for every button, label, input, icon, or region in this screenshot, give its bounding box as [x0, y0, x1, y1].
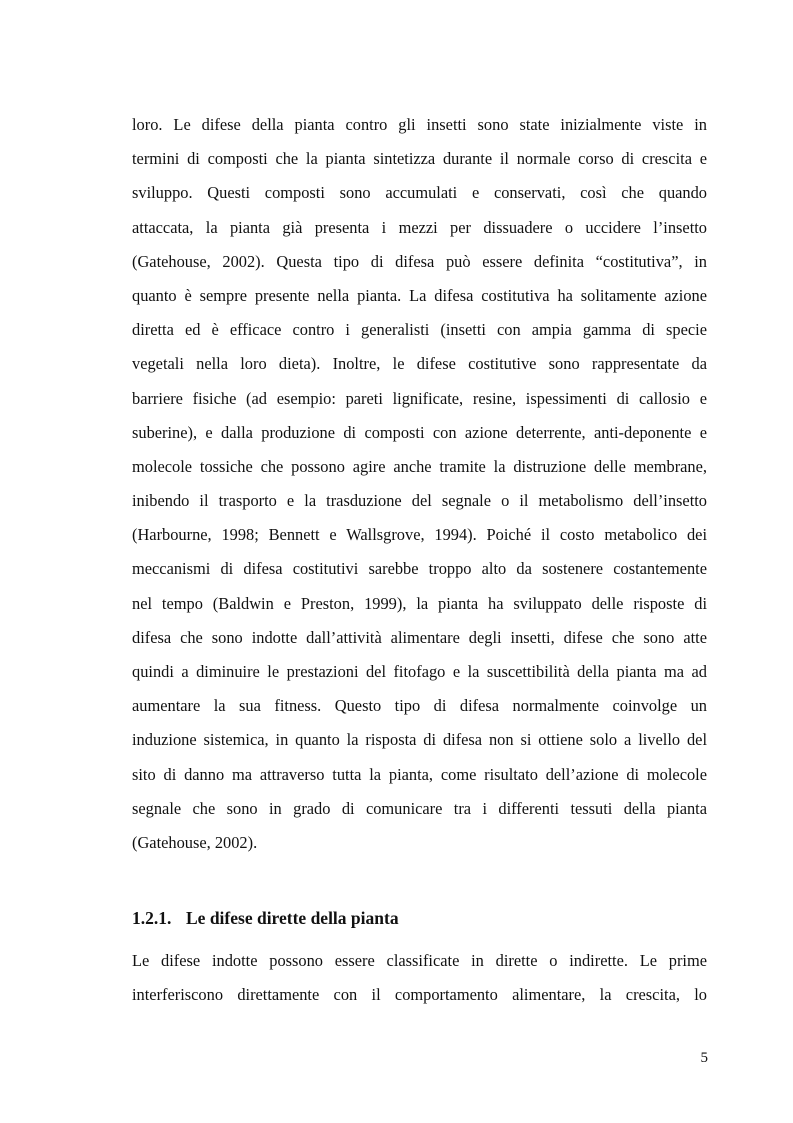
section-title: Le difese dirette della pianta [186, 908, 399, 928]
text-line: meccanismi di difesa costitutivi sarebbe troppo alto da sostenere costantemente [132, 559, 707, 579]
text-line: loro. Le difese della pianta contro gli insetti sono state inizialmente viste in [132, 115, 707, 134]
text-line: inibendo il trasporto e la trasduzione del segnale o il metabolismo dell’insetto [132, 491, 707, 511]
text-line: (Harbourne, 1998; Bennett e Wallsgrove, 1994). Poiché il costo metabolico dei [132, 525, 707, 545]
text-line: termini di composti che la pianta sintetizza durante il normale corso di crescita e [132, 149, 707, 169]
text-line: vegetali nella loro dieta). Inoltre, le difese costitutive sono rappresentate da [132, 354, 707, 374]
text-line: segnale che sono in grado di comunicare tra i differenti tessuti della pianta [132, 798, 707, 818]
section-heading [132, 908, 399, 929]
text-line: sviluppo. Questi composti sono accumulati e conservati, così che quando [132, 183, 707, 203]
text-line: quindi a diminuire le prestazioni del fitofago e la suscettibilità della pianta ma ad [132, 662, 707, 681]
text-line: Le difese indotte possono essere classificate in dirette o indirette. Le prime [132, 951, 707, 970]
page-number: 5 [700, 1050, 708, 1066]
text-line: aumentare la sua fitness. Questo tipo di difesa normalmente coinvolge un [132, 696, 707, 716]
text-line: diretta ed è efficace contro i generalisti (insetti con ampia gamma di specie [132, 320, 707, 340]
text-line: attaccata, la pianta già presenta i mezzi per dissuadere o uccidere l’insetto [132, 217, 707, 237]
body-paragraph [132, 944, 707, 1012]
text-line: suberine), e dalla produzione di composti con azione deterrente, anti-deponente e [132, 422, 707, 442]
body-paragraph [132, 108, 707, 860]
text-line: quanto è sempre presente nella pianta. La difesa costitutiva ha solitamente azione [132, 285, 707, 305]
text-line: nel tempo (Baldwin e Preston, 1999), la pianta ha sviluppato delle risposte di [132, 593, 707, 613]
text-line: (Gatehouse, 2002). Questa tipo di difesa può essere definita “costitutiva”, in [132, 251, 707, 271]
text-line: barriere fisiche (ad esempio: pareti lignificate, resine, ispessimenti di callosio e [132, 388, 707, 408]
text-line: (Gatehouse, 2002). [132, 832, 258, 852]
section-number: 1.2.1. [132, 908, 172, 928]
text-line: interferiscono direttamente con il comportamento alimentare, la crescita, lo [132, 985, 707, 1005]
text-line: sito di danno ma attraverso tutta la pianta, come risultato dell’azione di molecole [132, 764, 707, 784]
text-line: molecole tossiche che possono agire anche tramite la distruzione delle membrane, [132, 456, 707, 476]
text-line: difesa che sono indotte dall’attività alimentare degli insetti, difese che sono atte [132, 627, 707, 647]
text-line: induzione sistemica, in quanto la risposta di difesa non si ottiene solo a livello del [132, 730, 707, 750]
